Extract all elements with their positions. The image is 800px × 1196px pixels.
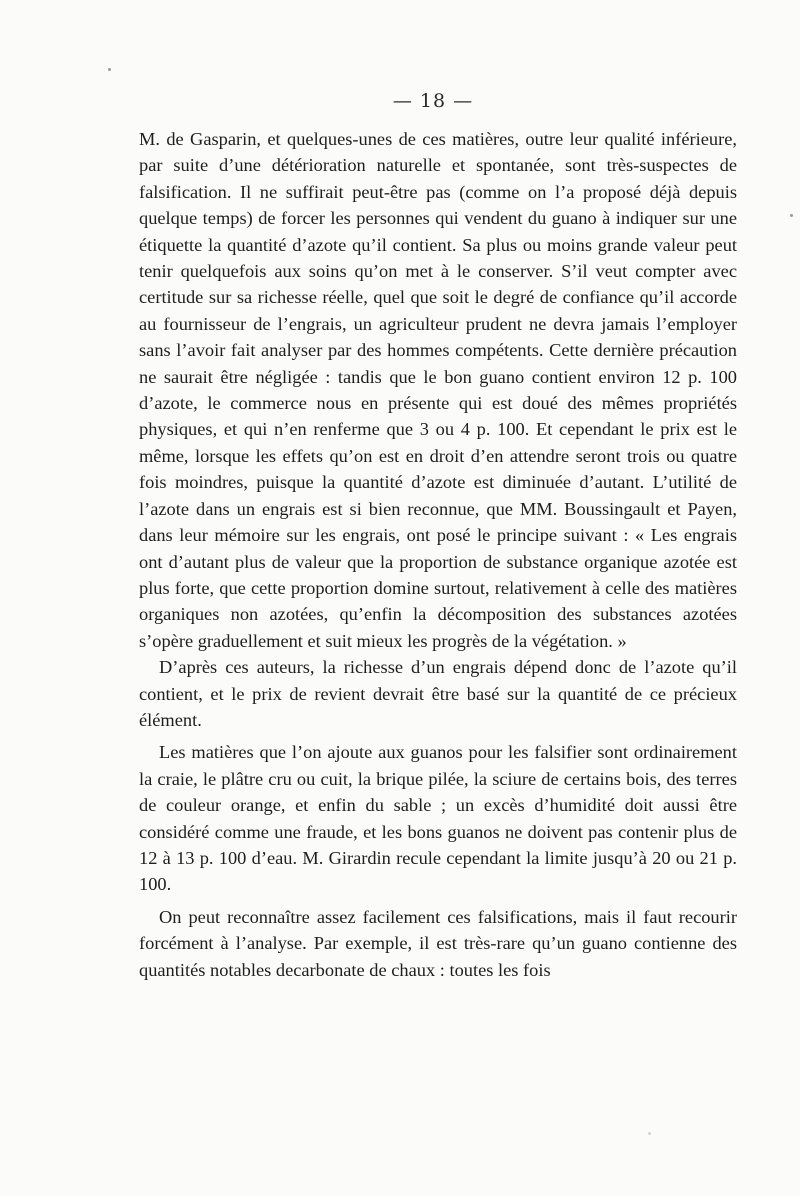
paragraph-3: Les matières que l’on ajoute aux guanos pour les falsifier sont ordinairement la craie, le plâtre cru ou cuit, la brique pilée, la sciure de certains bois, des terres de couleur orange, et enfin du sable ; un excès d’humidité doit aussi être considéré comme une fraude, et les bons guanos ne doivent pas contenir plus de 12 à 13 p. 100 d’eau. M. Girardin recule cependant la limite jusqu’à 20 ou 21 p. 100. xyxy=(139,742,737,895)
paper-speck xyxy=(790,214,793,217)
paragraph-2: D’après ces auteurs, la richesse d’un engrais dépend donc de l’azote qu’il contient, et le prix de revient devrait être basé sur la quantité de ce précieux élément. xyxy=(139,657,737,730)
paragraph-1: M. de Gasparin, et quelques-unes de ces matières, outre leur qualité inférieure, par suite d’une détérioration naturelle et spontanée, sont très-suspectes de falsification. Il ne suffirait peut-être pas (comme on l’a proposé déjà depuis quelque temps) de forcer les personnes qui vendent du guano à indiquer sur une étiquette la quantité d’azote qu’il contient. Sa plus ou moins grande valeur peut tenir quelquefois aux soins qu’on met à le conserver. S’il veut compter avec certitude sur sa richesse réelle, quel que soit le degré de confiance qu’il accorde au fournisseur de l’engrais, un agriculteur prudent ne devra jamais l’employer sans l’avoir fait analyser par des hommes compétents. Cette dernière précaution ne saurait être négligée : tandis que le bon guano contient environ 12 p. 100 d’azote, le commerce nous en présente qui est doué des mêmes propriétés physiques, et qui n’en renferme que 3 ou 4 p. 100. Et cependant le prix est le même, lorsque les effets qu’on est en droit d’en attendre seront trois ou quatre fois moindres, puisque la quantité d’azote est diminuée d’autant. L’utilité de l’azote dans un engrais est si bien reconnue, que MM. Boussingault et Payen, dans leur mémoire sur les engrais, ont posé le principe suivant : « Les engrais ont d’autant plus de valeur que la proportion de substance organique azotée est plus forte, que cette proportion domine surtout, relativement à celle des matières organiques non azotées, qu’enfin la décomposition des substances azotées s’opère graduellement et suit mieux les progrès de la végétation. » xyxy=(139,129,737,651)
paper-speck xyxy=(108,68,111,71)
body-text xyxy=(139,126,737,983)
page-number: — 18 — xyxy=(392,90,474,112)
paragraph-4: On peut reconnaître assez facilement ces falsifications, mais il faut recourir forcément à l’analyse. Par exemple, il est très-rare qu’un guano contienne des quantités notables decarbonate de chaux : toutes les fois xyxy=(139,906,737,980)
paper-speck xyxy=(648,1132,651,1135)
